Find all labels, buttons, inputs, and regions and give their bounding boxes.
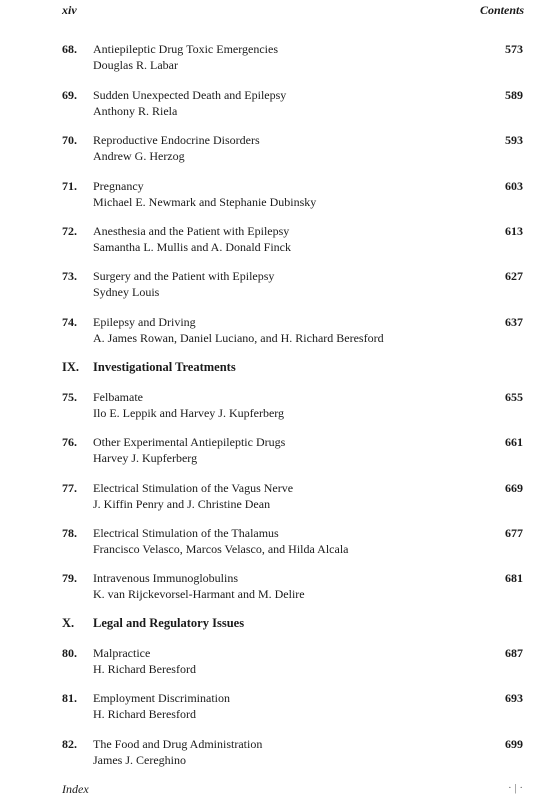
section-title: Legal and Regulatory Issues	[93, 616, 245, 630]
toc-entry[interactable]	[0, 314, 553, 350]
toc-entry[interactable]	[0, 434, 553, 470]
entry-number: 73.	[62, 269, 77, 283]
entry-title: The Food and Drug Administration	[93, 737, 263, 751]
entry-title: Epilepsy and Driving	[93, 315, 196, 329]
toc-entry[interactable]	[0, 690, 553, 726]
entry-number: 79.	[62, 571, 77, 585]
entry-number: 77.	[62, 481, 77, 495]
entry-page: 661	[505, 435, 523, 449]
index-page: · | ·	[507, 782, 523, 794]
entry-authors: Douglas R. Labar	[93, 58, 178, 72]
toc-entry[interactable]	[0, 389, 553, 425]
entry-authors: J. Kiffin Penry and J. Christine Dean	[93, 497, 271, 511]
section-number: IX.	[62, 360, 80, 374]
entry-title: Other Experimental Antiepileptic Drugs	[93, 435, 286, 449]
entry-number: 69.	[62, 88, 77, 102]
entry-page: 573	[505, 42, 523, 56]
running-header: Contents	[479, 3, 524, 17]
entry-page: 589	[505, 88, 523, 102]
entry-number: 82.	[62, 737, 77, 751]
entry-title: Electrical Stimulation of the Vagus Nerve	[93, 481, 294, 495]
section-number: X.	[62, 616, 75, 630]
toc-entry[interactable]	[0, 736, 553, 772]
entry-authors: Ilo E. Leppik and Harvey J. Kupferberg	[93, 406, 285, 420]
entry-number: 70.	[62, 133, 77, 147]
entry-authors: Harvey J. Kupferberg	[93, 451, 198, 465]
toc-entry[interactable]	[0, 268, 553, 304]
entry-title: Surgery and the Patient with Epilepsy	[93, 269, 275, 283]
entry-page: 603	[505, 179, 523, 193]
entry-number: 74.	[62, 315, 77, 329]
index-label[interactable]: Index	[62, 782, 89, 796]
entry-page: 593	[505, 133, 523, 147]
toc-entry[interactable]	[0, 223, 553, 259]
toc-entry[interactable]	[0, 480, 553, 516]
entry-authors: Sydney Louis	[93, 285, 160, 299]
entry-number: 71.	[62, 179, 77, 193]
section-title: Investigational Treatments	[93, 360, 236, 374]
entry-page: 693	[505, 691, 523, 705]
entry-title: Electrical Stimulation of the Thalamus	[93, 526, 279, 540]
entry-title: Intravenous Immunoglobulins	[93, 571, 238, 585]
entry-page: 613	[505, 224, 523, 238]
entry-authors: James J. Cereghino	[93, 753, 186, 767]
toc-entry[interactable]	[0, 525, 553, 561]
toc-entry[interactable]	[0, 132, 553, 168]
entry-page: 655	[505, 390, 523, 404]
entry-title: Antiepileptic Drug Toxic Emergencies	[93, 42, 278, 56]
entry-number: 68.	[62, 42, 77, 56]
entry-page: 681	[505, 571, 523, 585]
entry-number: 72.	[62, 224, 77, 238]
entry-authors: Francisco Velasco, Marcos Velasco, and Hilda Alcala	[93, 542, 349, 556]
entry-page: 687	[505, 646, 523, 660]
entry-authors: Samantha L. Mullis and A. Donald Finck	[93, 240, 291, 254]
page-number-header: xiv	[62, 3, 77, 17]
entry-title: Reproductive Endocrine Disorders	[93, 133, 260, 147]
toc-entry[interactable]	[0, 41, 553, 77]
toc-entry[interactable]	[0, 178, 553, 214]
entry-page: 669	[505, 481, 523, 495]
toc-entry[interactable]	[0, 570, 553, 606]
entry-page: 627	[505, 269, 523, 283]
toc-entry[interactable]	[0, 87, 553, 123]
entry-page: 699	[505, 737, 523, 751]
entry-page: 637	[505, 315, 523, 329]
entry-number: 76.	[62, 435, 77, 449]
entry-title: Anesthesia and the Patient with Epilepsy	[93, 224, 290, 238]
entry-title: Felbamate	[93, 390, 143, 404]
entry-authors: K. van Rijckevorsel-Harmant and M. Delire	[93, 587, 305, 601]
entry-authors: Michael E. Newmark and Stephanie Dubinsky	[93, 195, 317, 209]
entry-title: Employment Discrimination	[93, 691, 230, 705]
entry-title: Malpractice	[93, 646, 151, 660]
entry-authors: H. Richard Beresford	[93, 662, 196, 676]
entry-number: 78.	[62, 526, 77, 540]
section-heading	[0, 615, 553, 633]
entry-number: 81.	[62, 691, 77, 705]
entry-authors: H. Richard Beresford	[93, 707, 196, 721]
entry-page: 677	[505, 526, 523, 540]
toc-entry[interactable]	[0, 645, 553, 681]
entry-title: Sudden Unexpected Death and Epilepsy	[93, 88, 287, 102]
entry-title: Pregnancy	[93, 179, 144, 193]
entry-authors: Andrew G. Herzog	[93, 149, 185, 163]
entry-authors: Anthony R. Riela	[93, 104, 178, 118]
entry-number: 80.	[62, 646, 77, 660]
section-heading	[0, 359, 553, 377]
entry-number: 75.	[62, 390, 77, 404]
entry-authors: A. James Rowan, Daniel Luciano, and H. Richard Beresford	[93, 331, 384, 345]
